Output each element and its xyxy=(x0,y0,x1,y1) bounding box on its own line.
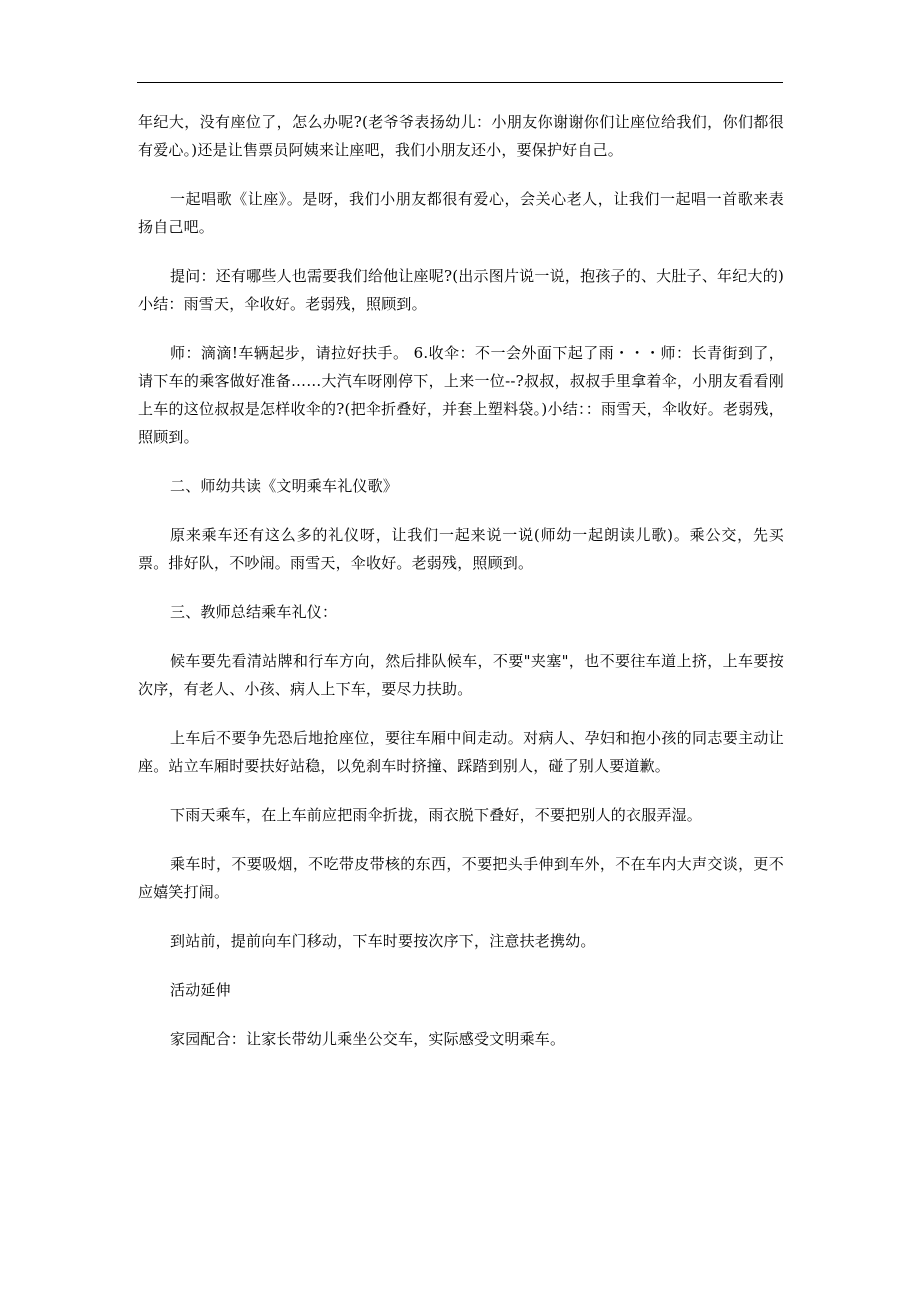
paragraph-continuation: 年纪大，没有座位了，怎么办呢?(老爷爷表扬幼儿：小朋友你谢谢你们让座位给我们，你们都很有爱心。)还是让售票员阿姨来让座吧，我们小朋友还小，要保护好自己。 xyxy=(138,113,784,159)
paragraph-question: 提问：还有哪些人也需要我们给他让座呢?(出示图片说一说，抱孩子的、大肚子、年纪大的)小结：雨雪天，伞收好。老弱残，照顾到。 xyxy=(138,267,784,313)
paragraph-boarding: 上车后不要争先恐后地抢座位，要往车厢中间走动。对病人、孕妇和抱小孩的同志要主动让座。站立车厢时要扶好站稳，以免刹车时挤撞、踩踏到别人，碰了别人要道歉。 xyxy=(138,729,784,775)
document-body xyxy=(138,108,784,1074)
paragraph-arrival: 到站前，提前向车门移动，下车时要按次序下，注意扶老携幼。 xyxy=(170,932,596,950)
paragraph-home-cooperation: 家园配合：让家长带幼儿乘坐公交车，实际感受文明乘车。 xyxy=(170,1030,566,1048)
section-heading-3: 三、教师总结乘车礼仪： xyxy=(170,603,338,621)
paragraph-umbrella: 师：滴滴!车辆起步，请拉好扶手。 6.收伞：不一会外面下起了雨・・・师：长青街到了，请下车的乘客做好准备……大汽车呀刚停下，上来一位--?叔叔，叔叔手里拿着伞，小朋友看看刚上车的这位叔叔是怎样收伞的?(把伞折叠好，并套上塑料袋。)小结：：雨雪天，伞收好。老弱残，照顾到。 xyxy=(138,344,784,446)
paragraph-riding: 乘车时，不要吸烟，不吃带皮带核的东西，不要把头手伸到车外，不在车内大声交谈，更不应嬉笑打闹。 xyxy=(138,855,784,901)
paragraph-rainy-day: 下雨天乘车，在上车前应把雨伞折拢，雨衣脱下叠好，不要把别人的衣服弄湿。 xyxy=(170,806,703,824)
section-heading-2: 二、师幼共读《文明乘车礼仪歌》 xyxy=(170,477,399,495)
heading-activity-extension: 活动延伸 xyxy=(170,981,231,999)
paragraph-waiting: 候车要先看清站牌和行车方向，然后排队候车，不要"夹塞"，也不要往车道上挤，上车要按次序，有老人、小孩、病人上下车，要尽力扶助。 xyxy=(138,652,784,698)
header-rule xyxy=(137,82,783,83)
paragraph-etiquette-song: 原来乘车还有这么多的礼仪呀，让我们一起来说一说(师幼一起朗读儿歌)。乘公交，先买票。排好队，不吵闹。雨雪天，伞收好。老弱残，照顾到。 xyxy=(138,526,784,572)
paragraph-sing-song: 一起唱歌《让座》。是呀，我们小朋友都很有爱心，会关心老人，让我们一起唱一首歌来表扬自己吧。 xyxy=(138,190,784,236)
